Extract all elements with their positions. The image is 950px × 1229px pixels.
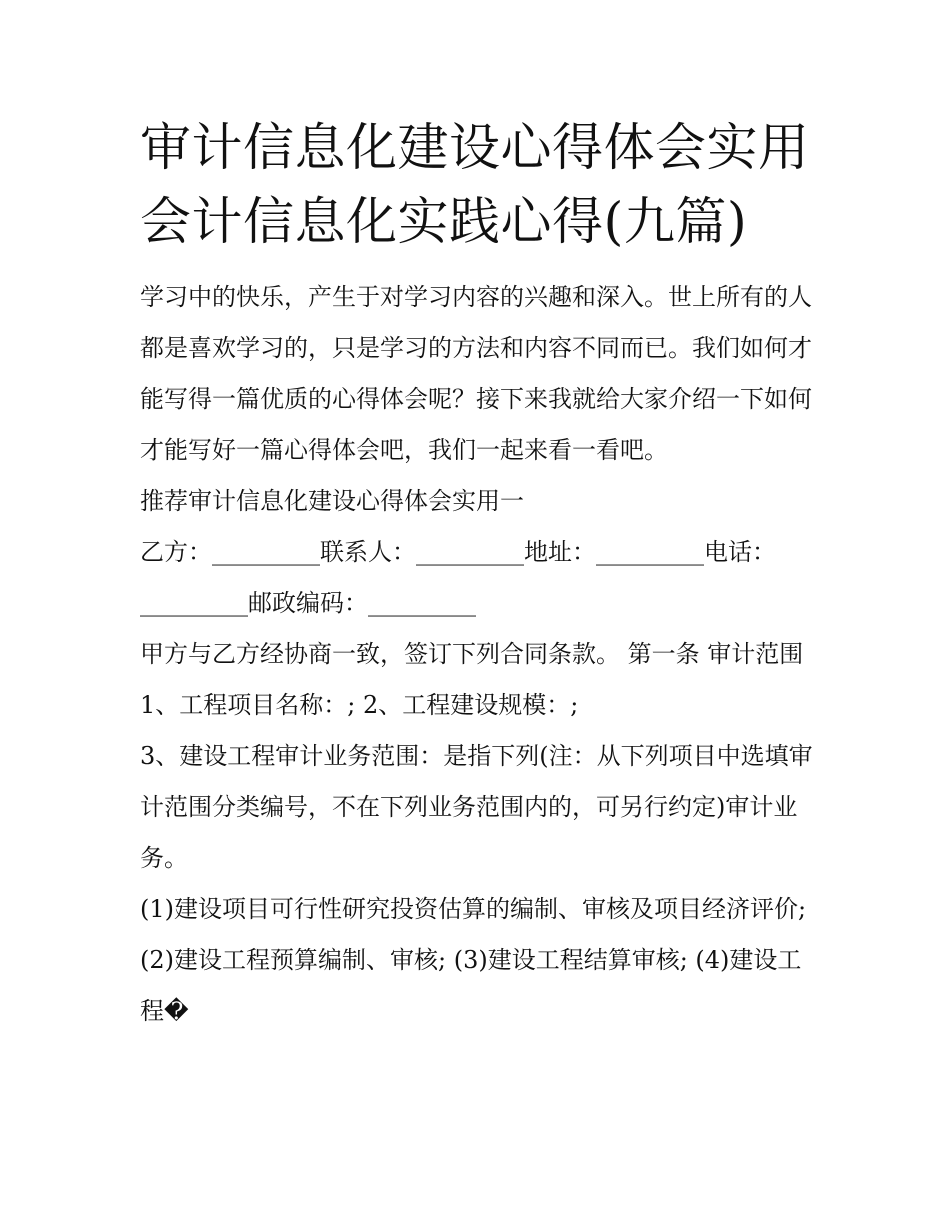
document-body [140, 272, 820, 1037]
document-title [140, 112, 820, 260]
intro-paragraph: 学习中的快乐，产生于对学习内容的兴趣和深入。世上所有的人都是喜欢学习的，只是学习的方法和内容不同而已。我们如何才能写得一篇优质的心得体会呢？接下来我就给大家介绍一下如何才能写好一篇心得体会吧，我们一起来看一看吧。 [140, 283, 812, 464]
audit-scope-paragraph: 3、建设工程审计业务范围：是指下列(注：从下列项目中选填审计范围分类编号，不在下列业务范围内的，可另行约定)审计业务。 [140, 742, 813, 872]
audit-items-paragraph: (1)建设项目可行性研究投资估算的编制、审核及项目经济评价; (2)建设工程预算编制、审核; (3)建设工程结算审核; (4)建设工程� [140, 895, 807, 1025]
title-line-1: 审计信息化建设心得体会实用 [140, 119, 810, 178]
section-heading: 推荐审计信息化建设心得体会实用一 [140, 487, 524, 515]
document-page [140, 112, 820, 1037]
title-line-2: 会计信息化实践心得(九篇) [140, 193, 748, 252]
contract-terms-paragraph: 甲方与乙方经协商一致，签订下列合同条款。 第一条 审计范围 1、工程项目名称：; 2、工程建设规模：; [140, 640, 804, 719]
contact-fields-paragraph: 乙方：_________联系人：_________地址：_________电话：_________邮政编码：_________ [140, 538, 776, 617]
